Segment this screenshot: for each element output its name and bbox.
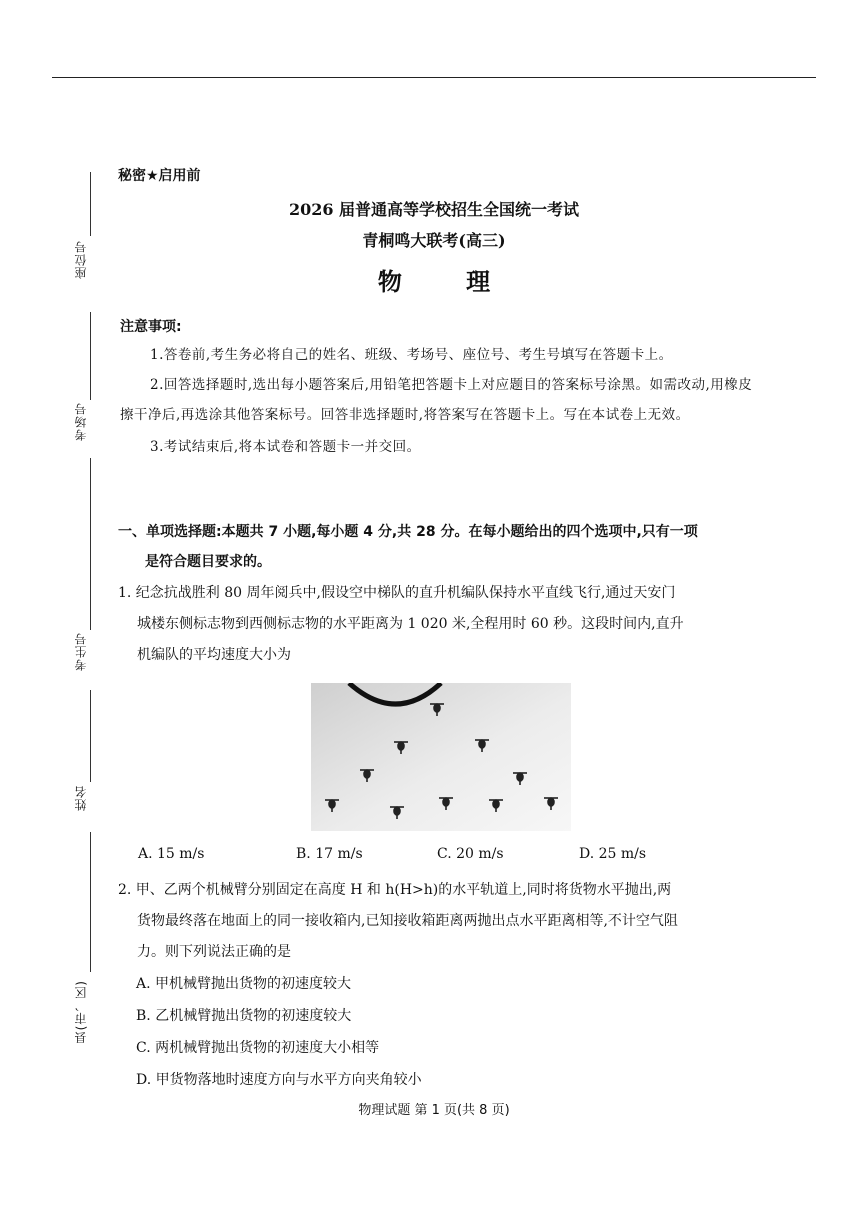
binding-line: [90, 458, 91, 630]
subject-title: 物 理: [377, 267, 519, 296]
room-label: 考场号: [74, 402, 88, 441]
option-b[interactable]: B. 17 m/s: [296, 846, 363, 862]
name-label: 姓名: [74, 785, 88, 811]
page-footer: 物理试题 第 1 页(共 8 页): [358, 1103, 510, 1118]
notice-heading: 注意事项:: [120, 319, 182, 335]
question-text: 货物最终落在地面上的同一接收箱内,已知接收箱距离两抛出点水平距离相等,不计空气阻: [137, 913, 678, 929]
binding-line: [90, 832, 91, 972]
question-text: 力。则下列说法正确的是: [137, 944, 291, 960]
question-text: 1. 纪念抗战胜利 80 周年阅兵中,假设空中梯队的直升机编队保持水平直线飞行,通过天安门: [118, 585, 676, 601]
sky-background: [311, 683, 571, 831]
question-text: 城楼东侧标志物到西侧标志物的水平距离为 1 020 米,全程用时 60 秒。这段时间内,直升: [137, 616, 684, 632]
question-text: 机编队的平均速度大小为: [137, 647, 291, 663]
option-c[interactable]: C. 20 m/s: [437, 846, 504, 862]
top-rule: [52, 77, 816, 78]
option-c[interactable]: C. 两机械臂抛出货物的初速度大小相等: [136, 1040, 380, 1056]
binding-line: [90, 690, 91, 782]
section-heading: [118, 517, 758, 577]
county-label: 县(市、区): [74, 980, 88, 1044]
exam-title: 2026 届普通高等学校招生全国统一考试: [288, 200, 580, 219]
option-a[interactable]: A. 甲机械臂抛出货物的初速度较大: [136, 976, 352, 992]
notice-item: 1.答卷前,考生务必将自己的姓名、班级、考场号、座位号、考生号填写在答题卡上。: [150, 347, 673, 363]
exam-number-label: 考生号: [74, 632, 88, 671]
question-1-options: [138, 846, 758, 868]
binding-line: [90, 312, 91, 400]
helicopter-formation-photo: [311, 683, 571, 831]
notice-item: 2.回答选择题时,选出每小题答案后,用铅笔把答题卡上对应题目的答案标号涂黑。如需改动,用橡皮擦干净后,再选涂其他答案标号。回答非选择题时,将答案写在答题卡上。写在本试卷上无效。: [120, 377, 753, 423]
question-2: [118, 875, 758, 968]
notice-list: [120, 340, 756, 462]
section-heading-line: 一、单项选择题:本题共 7 小题,每小题 4 分,共 28 分。在每小题给出的四个选项中,只有一项: [118, 524, 698, 540]
question-text: 2. 甲、乙两个机械臂分别固定在高度 H 和 h(H>h)的水平轨道上,同时将货物水平抛出,两: [118, 882, 672, 898]
exam-subtitle: 青桐鸣大联考(高三): [362, 231, 506, 250]
notice-item: 3.考试结束后,将本试卷和答题卡一并交回。: [150, 439, 421, 455]
option-d[interactable]: D. 甲货物落地时速度方向与水平方向夹角较小: [136, 1072, 422, 1088]
question-1: [118, 578, 758, 671]
option-d[interactable]: D. 25 m/s: [579, 846, 647, 862]
secret-mark: 秘密★启用前: [118, 168, 201, 184]
option-b[interactable]: B. 乙机械臂抛出货物的初速度较大: [136, 1008, 352, 1024]
section-heading-line: 是符合题目要求的。: [145, 554, 271, 570]
option-a[interactable]: A. 15 m/s: [138, 846, 205, 862]
seat-label: 座位号: [74, 240, 88, 279]
